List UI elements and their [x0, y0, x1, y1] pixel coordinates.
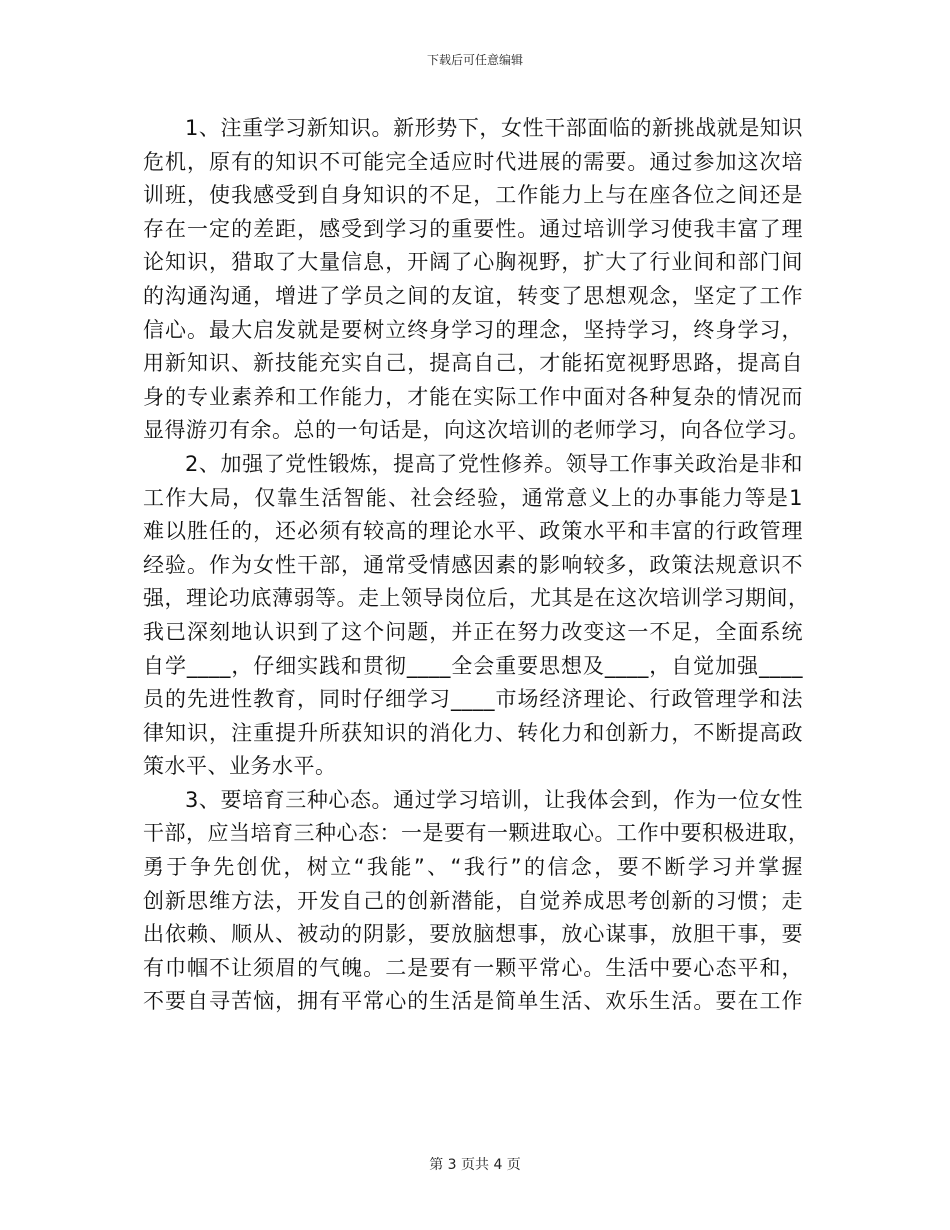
paragraph-2-line: 2、加强了党性锻炼，提高了党性修养。领导工作事关政治是非和	[185, 451, 803, 476]
paragraph-2-line: 策水平、业务水平。	[143, 754, 337, 779]
paragraph-1-line: 危机，原有的知识不可能完全适应时代进展的需要。通过参加这次培	[143, 149, 803, 174]
paragraph-2-line: 工作大局，仅靠生活智能、社会经验，通常意义上的办事能力等是1	[143, 485, 803, 510]
paragraph-1-line: 显得游刃有余。总的一句话是，向这次培训的老师学习，向各位学习。	[143, 418, 810, 443]
paragraph-1-line: 信心。最大启发就是要树立终身学习的理念，坚持学习，终身学习，	[143, 317, 803, 342]
document-body	[143, 112, 810, 1019]
paragraph-2-line: 自学____，仔细实践和贯彻____全会重要思想及____，自觉加强____	[143, 653, 803, 678]
paragraph-3-line: 干部，应当培育三种心态：一是要有一颗进取心。工作中要积极进取，	[143, 821, 810, 846]
paragraph-1-line: 训班，使我感受到自身知识的不足，工作能力上与在座各位之间还是	[143, 183, 803, 208]
paragraph-3-line: 勇于争先创优，树立“我能”、“我行”的信念，要不断学习并掌握	[143, 855, 803, 880]
paragraph-1-line: 1、注重学习新知识。新形势下，女性干部面临的新挑战就是知识	[185, 116, 803, 140]
paragraph-3-line: 不要自寻苦恼，拥有平常心的生活是简单生活、欢乐生活。要在工作	[143, 989, 803, 1014]
paragraph-2-line: 员的先进性教育，同时仔细学习____市场经济理论、行政管理学和法	[143, 687, 803, 712]
page-header: 下载后可任意编辑	[426, 53, 523, 67]
paragraph-3-line: 出依赖、顺从、被动的阴影，要放脑想事，放心谋事，放胆干事，要	[143, 922, 803, 947]
paragraph-3-line: 有巾帼不让须眉的气魄。二是要有一颗平常心。生活中要心态平和，	[143, 955, 803, 980]
paragraph-3-line: 创新思维方法，开发自己的创新潜能，自觉养成思考创新的习惯；走	[143, 888, 803, 913]
paragraph-3-line: 3、要培育三种心态。通过学习培训，让我体会到，作为一位女性	[185, 787, 803, 812]
page-footer: 第 3 页共 4 页	[429, 1157, 521, 1173]
paragraph-1-line: 身的专业素养和工作能力，才能在实际工作中面对各种复杂的情况而	[143, 384, 803, 409]
paragraph-2-line: 难以胜任的，还必须有较高的理论水平、政策水平和丰富的行政管理	[143, 519, 803, 544]
paragraph-1-line: 存在一定的差距，感受到学习的重要性。通过培训学习使我丰富了理	[143, 216, 803, 241]
paragraph-2-line: 律知识，注重提升所获知识的消化力、转化力和创新力，不断提高政	[143, 720, 803, 745]
paragraph-1-line: 用新知识、新技能充实自己，提高自己，才能拓宽视野思路，提高自	[143, 351, 803, 376]
paragraph-1-line: 论知识，猎取了大量信息，开阔了心胸视野，扩大了行业间和部门间	[143, 250, 803, 275]
paragraph-2-line: 我已深刻地认识到了这个问题，并正在努力改变这一不足，全面系统	[143, 619, 803, 644]
paragraph-2-line: 经验。作为女性干部，通常受情感因素的影响较多，政策法规意识不	[143, 552, 803, 577]
paragraph-2-line: 强，理论功底薄弱等。走上领导岗位后，尤其是在这次培训学习期间，	[143, 586, 810, 611]
paragraph-1-line: 的沟通沟通，增进了学员之间的友谊，转变了思想观念，坚定了工作	[143, 283, 803, 308]
